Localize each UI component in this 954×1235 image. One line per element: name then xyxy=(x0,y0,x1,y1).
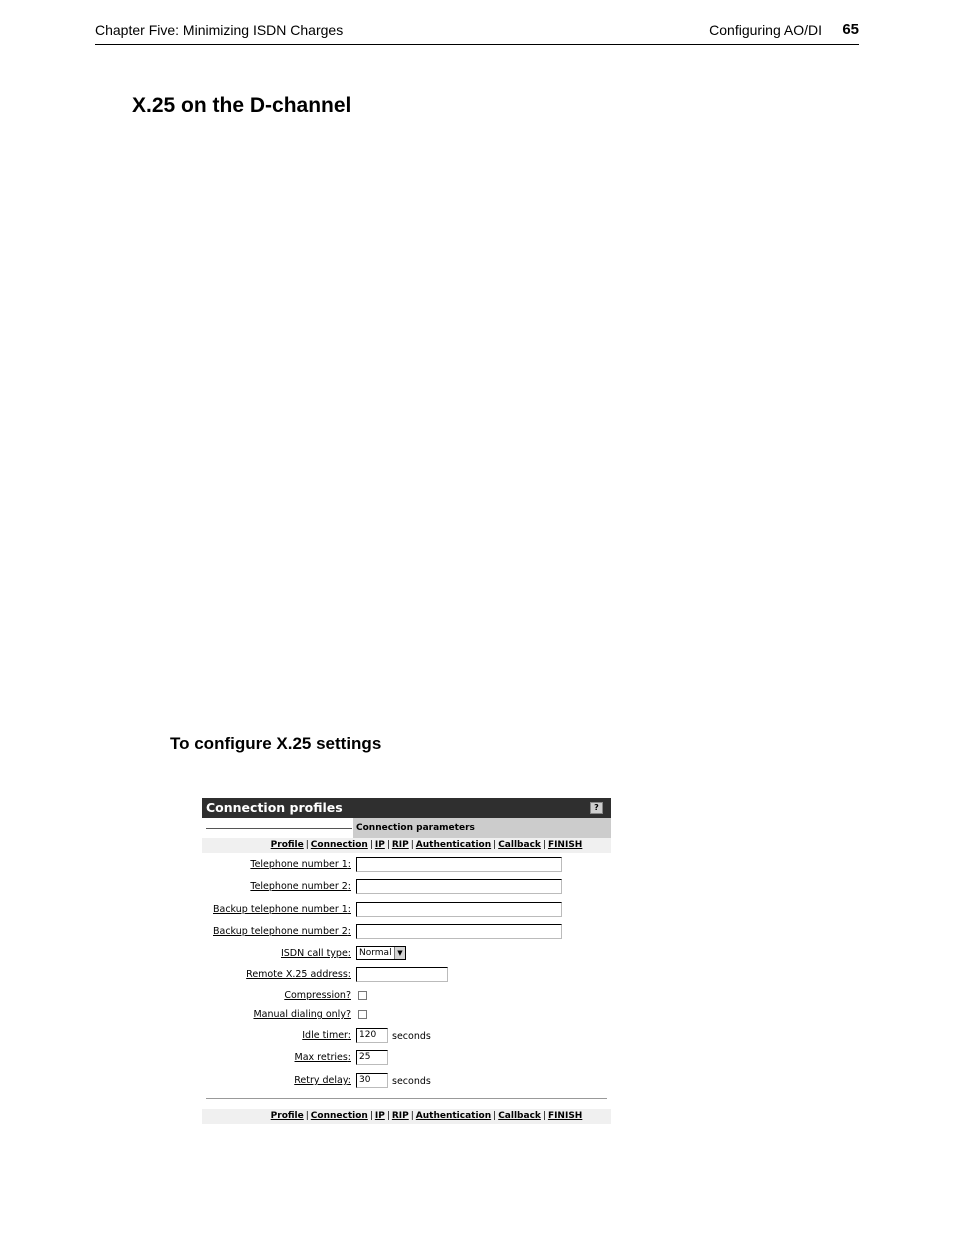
retry-delay-unit: seconds xyxy=(392,1076,431,1087)
help-button[interactable]: ? xyxy=(590,802,603,814)
backup-2-input[interactable] xyxy=(356,924,562,939)
nav-ip[interactable]: IP xyxy=(374,840,385,850)
telephone-1-label: Telephone number 1 xyxy=(250,859,348,870)
manual-dial-checkbox[interactable] xyxy=(358,1010,367,1019)
field-retry-delay: Retry delay: 30 seconds xyxy=(294,1075,431,1087)
x25-address-label: Remote X.25 address xyxy=(246,969,348,980)
section-label: Connection parameters xyxy=(353,818,611,838)
field-backup-1: Backup telephone number 1: xyxy=(202,902,611,920)
idle-timer-unit: seconds xyxy=(392,1031,431,1042)
nav-ip[interactable]: IP xyxy=(374,1111,385,1121)
nav-connection[interactable]: Connection xyxy=(310,1111,368,1121)
section-header xyxy=(202,818,611,838)
nav-finish[interactable]: FINISH xyxy=(547,1111,583,1121)
nav-rip[interactable]: RIP xyxy=(391,840,409,850)
chapter-title: Chapter Five: Minimizing ISDN Charges xyxy=(95,22,344,38)
field-call-type: ISDN call type: Normal ▼ xyxy=(202,946,611,964)
telephone-2-label: Telephone number 2 xyxy=(250,881,348,892)
bottom-nav: Profile | Connection | IP | RIP | Authentication | Callback | FINISH xyxy=(202,1109,611,1124)
compression-checkbox[interactable] xyxy=(358,991,367,1000)
field-telephone-2: Telephone number 2: xyxy=(202,879,611,897)
max-retries-label: Max retries xyxy=(294,1052,348,1063)
retry-delay-label: Retry delay xyxy=(294,1075,348,1086)
retry-delay-input[interactable]: 30 xyxy=(356,1073,388,1088)
idle-timer-input[interactable]: 120 xyxy=(356,1028,388,1043)
section-divider xyxy=(206,828,352,829)
call-type-select[interactable] xyxy=(356,946,406,960)
nav-authentication[interactable]: Authentication xyxy=(415,1111,492,1121)
nav-rip[interactable]: RIP xyxy=(391,1111,409,1121)
nav-callback[interactable]: Callback xyxy=(498,840,541,850)
field-compression xyxy=(202,988,611,1006)
connection-profiles-screenshot xyxy=(202,798,611,1125)
nav-callback[interactable]: Callback xyxy=(498,1111,541,1121)
field-idle-timer: Idle timer: 120 seconds xyxy=(302,1030,431,1042)
max-retries-input[interactable]: 25 xyxy=(356,1050,388,1065)
field-x25-address: Remote X.25 address: xyxy=(202,967,611,985)
backup-1-label: Backup telephone number 1 xyxy=(213,904,348,915)
field-max-retries: Max retries: 25 xyxy=(202,1050,611,1068)
procedure-heading: To configure X.25 settings xyxy=(170,734,382,753)
page-number: 65 xyxy=(842,21,859,38)
field-backup-2: Backup telephone number 2: xyxy=(202,924,611,942)
telephone-2-input[interactable] xyxy=(356,879,562,894)
call-type-value: Normal xyxy=(359,948,392,958)
panel-title: Connection profiles xyxy=(206,800,343,815)
top-nav: Profile | Connection | IP | RIP | Authentication | Callback | FINISH xyxy=(202,838,611,853)
form-divider xyxy=(206,1098,607,1099)
call-type-label: ISDN call type xyxy=(280,948,348,959)
x25-address-input[interactable] xyxy=(356,967,448,982)
idle-timer-label: Idle timer xyxy=(302,1030,348,1041)
telephone-1-input[interactable] xyxy=(356,857,562,872)
dropdown-arrow-icon[interactable]: ▼ xyxy=(394,947,405,959)
panel-title-bar xyxy=(202,798,611,818)
field-telephone-1: Telephone number 1: xyxy=(202,857,611,875)
running-header xyxy=(95,20,859,45)
page-heading: X.25 on the D-channel xyxy=(132,94,352,117)
nav-connection[interactable]: Connection xyxy=(310,840,368,850)
compression-label: Compression? xyxy=(284,990,351,1001)
manual-dial-label: Manual dialing only? xyxy=(253,1009,351,1020)
nav-authentication[interactable]: Authentication xyxy=(415,840,492,850)
section-title: Configuring AO/DI xyxy=(709,22,822,38)
field-manual-dial xyxy=(202,1007,611,1025)
nav-finish[interactable]: FINISH xyxy=(547,840,583,850)
backup-2-label: Backup telephone number 2 xyxy=(213,926,348,937)
backup-1-input[interactable] xyxy=(356,902,562,917)
nav-profile[interactable]: Profile xyxy=(270,1111,304,1121)
nav-profile[interactable]: Profile xyxy=(270,840,304,850)
